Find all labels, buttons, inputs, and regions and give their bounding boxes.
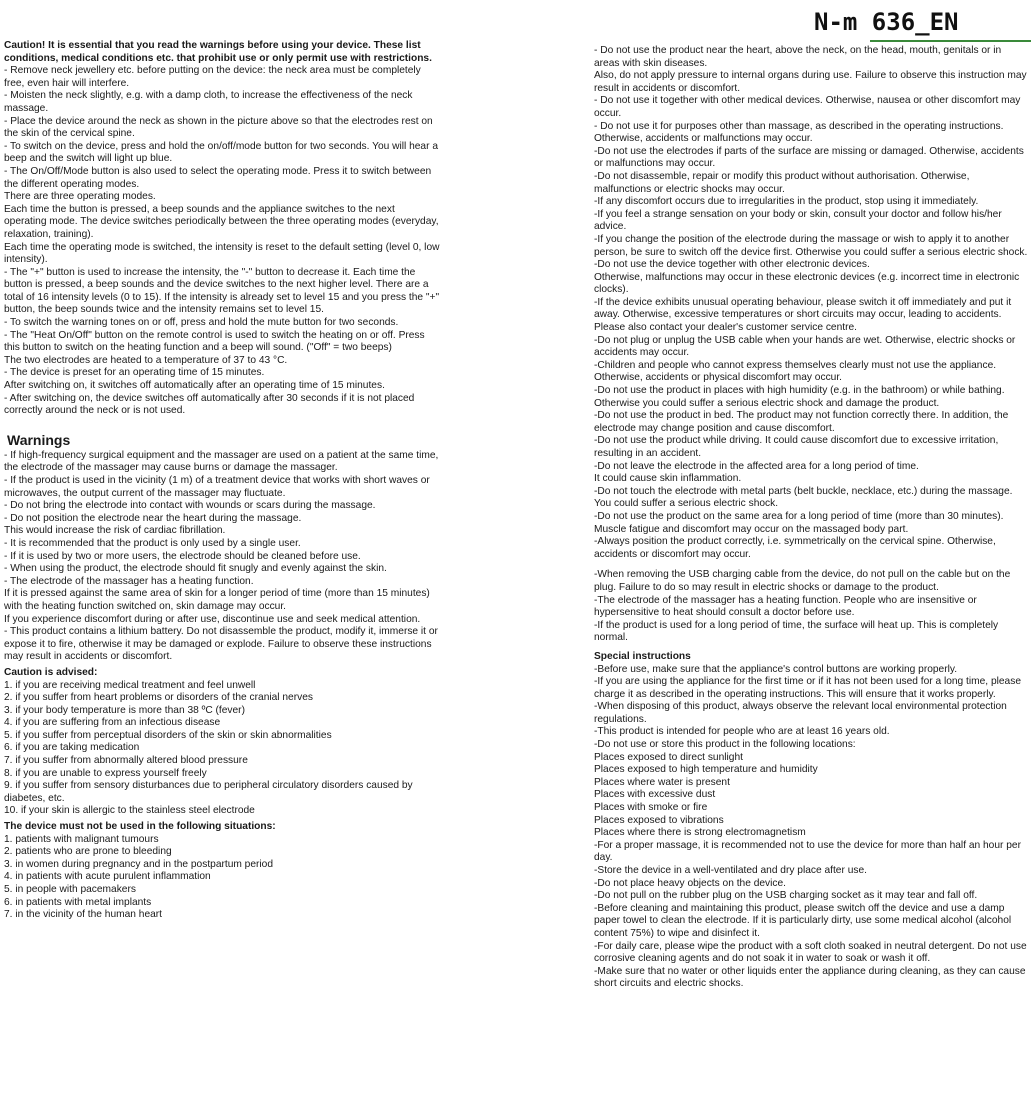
caution-advised-heading: Caution is advised: — [4, 666, 98, 678]
caution-advised-list — [4, 680, 440, 819]
usage-instruction-item: Each time the operating mode is switched, the intensity is reset to the default setting (level 0, low intensity). — [4, 241, 440, 266]
special-instruction-item: Places where there is strong electromagnetism — [594, 827, 806, 839]
usb-note-item: -The electrode of the massager has a heating function. People who are insensitive or hypersensitive to heat should consult a doctor before use. — [594, 594, 977, 619]
caution-advised-item: 6. if you are taking medication — [4, 742, 140, 754]
usage-instructions — [4, 65, 440, 418]
warning-item: - Do not position the electrode near the heart during the massage. — [4, 512, 302, 524]
caution-advised-item: 2. if you suffer from heart problems or disorders of the cranial nerves — [4, 692, 313, 704]
warning-item: This would increase the risk of cardiac fibrillation. — [4, 525, 226, 537]
warning-item: -Do not use the product in places with high humidity (e.g. in the bathroom) or while bathing. Otherwise you could suffer a serious electric shock and damage the product. — [594, 385, 1005, 409]
warning-item: -Do not use the device together with other electronic devices. — [594, 259, 870, 271]
special-instruction-item: -Do not place heavy objects on the device. — [594, 877, 786, 889]
usage-instruction-item: - The device is preset for an operating time of 15 minutes. — [4, 367, 265, 379]
warnings-heading: Warnings — [7, 431, 71, 448]
warning-item: - The electrode of the massager has a heating function. — [4, 575, 254, 587]
right-column — [594, 45, 1028, 991]
caution-advised-item: 8. if you are unable to express yourself freely — [4, 767, 207, 779]
warning-item: -Do not use the product on the same area for a long period of time (more than 30 minutes). Muscle fatigue and discomfort may occur on the massaged body part. — [594, 510, 1004, 535]
special-instruction-item: -Make sure that no water or other liquids enter the appliance during cleaning, as they can cause short circuits and electric shocks. — [594, 965, 1026, 990]
must-not-heading: The device must not be used in the following situations: — [4, 821, 276, 833]
must-not-item: 1. patients with malignant tumours — [4, 833, 159, 845]
warning-item: -Do not use the electrodes if parts of the surface are missing or damaged. Otherwise, accidents or malfunctions may occur. — [594, 145, 1024, 170]
header-underline — [870, 40, 1031, 42]
must-not-list — [4, 834, 440, 922]
usage-instruction-item: - After switching on, the device switches off automatically after 30 seconds if it is not placed correctly around the neck or is not used. — [4, 392, 415, 417]
warning-item: -Always position the product correctly, i.e. symmetrically on the cervical spine. Otherwise, accidents or discomfort may occur. — [594, 536, 996, 560]
must-not-item: 6. in patients with metal implants — [4, 896, 152, 908]
caution-advised-item: 7. if you suffer from abnormally altered blood pressure — [4, 755, 248, 767]
warning-item: - Do not use it for purposes other than massage, as described in the operating instructions. Otherwise, accidents or malfunctions may occur. — [594, 120, 1004, 145]
usb-notes-list — [594, 569, 1028, 645]
usage-instruction-item: Each time the button is pressed, a beep sounds and the appliance switches to the next operating mode. The device switches periodically between the three operating modes (everyday, relaxation, training). — [4, 203, 439, 240]
usage-instruction-item: - Remove neck jewellery etc. before putting on the device: the neck area must be completely free, even hair will interfere. — [4, 65, 421, 89]
special-instruction-item: Places exposed to high temperature and humidity — [594, 764, 818, 776]
special-instruction-item: -Before cleaning and maintaining this product, please switch off the device and use a damp paper towel to clean the electrode. If it is particularly dirty, use some medical alcohol (alcohol content 75%) to wipe and disinfect it. — [594, 902, 1012, 939]
special-instruction-item: -If you are using the appliance for the first time or if it has not been used for a long time, please charge it as described in the operating instructions. This will ensure that it works properly. — [594, 676, 1021, 700]
warning-item: -Do not leave the electrode in the affected area for a long period of time. — [594, 460, 919, 472]
caution-advised-item: 5. if you suffer from perceptual disorders of the skin or skin abnormalities — [4, 729, 332, 741]
warnings-list — [4, 450, 440, 664]
usage-instruction-item: The two electrodes are heated to a temperature of 37 to 43 °C. — [4, 354, 288, 366]
usage-instruction-item: - Moisten the neck slightly, e.g. with a damp cloth, to increase the effectiveness of the neck massage. — [4, 90, 413, 114]
warning-item: -Do not disassemble, repair or modify this product without authorisation. Otherwise, malfunctions or electric shocks may occur. — [594, 170, 970, 195]
warning-item: -If the device exhibits unusual operating behaviour, please switch it off immediately and put it away. Otherwise, excessive temperatures or short circuits may occur, leading to accidents. Please also contact your dealer's customer service centre. — [594, 296, 1012, 334]
caution-advised-item: 1. if you are receiving medical treatment and feel unwell — [4, 679, 256, 691]
warnings-continued-list — [594, 45, 1028, 561]
warning-item: Otherwise, malfunctions may occur in these electronic devices (e.g. incorrect time in electronic clocks). — [594, 271, 1020, 296]
must-not-item: 5. in people with pacemakers — [4, 884, 136, 895]
warning-item: -If any discomfort occurs due to irregularities in the product, stop using it immediately. — [594, 196, 979, 208]
must-not-item: 3. in women during pregnancy and in the postpartum period — [4, 858, 274, 870]
usage-instruction-item: - The "+" button is used to increase the intensity, the "-" button to decrease it. Each time the button is pressed, a beep sounds and the device switches to the next higher level. There are a total of 16 intensity levels (0 to 15). If the intensity is already set to level 15 and you press the "+" button, the beep sounds twice and the intensity remains set to level 15. — [4, 266, 440, 316]
special-instruction-item: -For a proper massage, it is recommended not to use the device for more than half an hour per day. — [594, 839, 1021, 864]
usage-instruction-item: - Place the device around the neck as shown in the picture above so that the electrodes rest on the skin of the cervical spine. — [4, 115, 433, 140]
caution-advised-item: 3. if your body temperature is more than 38 ºC (fever) — [4, 704, 245, 716]
warning-item: If it is pressed against the same area of skin for a longer period of time (more than 15 minutes) with the heating function switched on, skin damage may occur. — [4, 588, 430, 612]
document-code: N-m 636_EN — [814, 8, 959, 36]
must-not-item: 7. in the vicinity of the human heart — [4, 909, 162, 921]
special-instruction-item: -Store the device in a well-ventilated and dry place after use. — [594, 865, 867, 876]
warning-item: - It is recommended that the product is only used by a single user. — [4, 537, 301, 549]
warning-item: - If the product is used in the vicinity (1 m) of a treatment device that works with short waves or microwaves, the output current of the massager may fluctuate. — [4, 475, 430, 499]
special-instruction-item: Places where water is present — [594, 776, 730, 788]
warning-item: Also, do not apply pressure to internal organs during use. Failure to observe this instruction may result in accidents or discomfort. — [594, 70, 1027, 94]
left-column — [4, 40, 440, 922]
usage-instruction-item: After switching on, it switches off automatically after an operating time of 15 minutes. — [4, 380, 385, 392]
special-instruction-item: Places exposed to direct sunlight — [594, 751, 743, 763]
warning-item: - Do not bring the electrode into contact with wounds or scars during the massage. — [4, 500, 376, 512]
warning-item: - When using the product, the electrode should fit snugly and evenly against the skin. — [4, 563, 387, 575]
special-instruction-item: Places with excessive dust — [594, 789, 716, 801]
usb-note-item: -When removing the USB charging cable from the device, do not pull on the cable but on the plug. Failure to do so may result in electric shocks or damage to the product. — [594, 569, 1011, 593]
special-instruction-item: -Do not pull on the rubber plug on the USB charging socket as it may tear and fall off. — [594, 890, 978, 902]
special-instruction-item: Places exposed to vibrations — [594, 814, 724, 826]
warning-item: - Do not use the product near the heart, above the neck, on the head, mouth, genitals or in areas with skin diseases. — [594, 45, 1002, 69]
warning-item: It could cause skin inflammation. — [594, 473, 742, 485]
warning-item: -Do not use the product in bed. The product may not function correctly there. In addition, the electrode may change position and cause discomfort. — [594, 410, 1009, 434]
caution-advised-item: 4. if you are suffering from an infectious disease — [4, 717, 221, 729]
special-instructions-list — [594, 664, 1028, 991]
warning-item: -Children and people who cannot express themselves clearly must not use the appliance. Otherwise, accidents or physical discomfort may occur. — [594, 359, 997, 384]
caution-intro: Caution! It is essential that you read the warnings before using your device. These list conditions, medical conditions etc. that prohibit use or only permit use with restrictions. — [4, 40, 432, 64]
must-not-item: 2. patients who are prone to bleeding — [4, 846, 172, 858]
special-instructions-heading: Special instructions — [594, 650, 691, 662]
caution-advised-item: 10. if your skin is allergic to the stainless steel electrode — [4, 805, 255, 817]
warning-item: -Do not plug or unplug the USB cable when your hands are wet. Otherwise, electric shocks or accidents may occur. — [594, 334, 1016, 359]
warning-item: -Do not touch the electrode with metal parts (belt buckle, necklace, etc.) during the massage. You could suffer a serious electric shock. — [594, 485, 1013, 510]
usage-instruction-item: - The "Heat On/Off" button on the remote control is used to switch the heating on or off. Press this button to switch on the heating function and a beep will sound. ("Off" = two beeps) — [4, 329, 425, 354]
special-instruction-item: -When disposing of this product, always observe the relevant local environmental protection regulations. — [594, 701, 1007, 725]
warning-item: - This product contains a lithium battery. Do not disassemble the product, modify it, immerse it or expose it to fire, otherwise it may be damaged or explode. Failure to observe these instructions may result in accidents or discomfort. — [4, 626, 438, 663]
warning-item: - If it is used by two or more users, the electrode should be cleaned before use. — [4, 550, 361, 562]
usage-instruction-item: - To switch on the device, press and hold the on/off/mode button for two seconds. You will hear a beep and the switch will light up blue. — [4, 140, 438, 165]
warning-item: -Do not use the product while driving. It could cause discomfort due to excessive irritation, resulting in an accident. — [594, 435, 999, 459]
warning-item: - If high-frequency surgical equipment and the massager are used on a patient at the same time, the electrode of the massager may cause burns or damage the massager. — [4, 449, 439, 474]
warning-item: -If you feel a strange sensation on your body or skin, consult your doctor and follow his/her advice. — [594, 208, 1002, 233]
special-instruction-item: -Before use, make sure that the appliance's control buttons are working properly. — [594, 663, 958, 675]
usage-instruction-item: - To switch the warning tones on or off, press and hold the mute button for two seconds. — [4, 317, 399, 329]
special-instruction-item: -For daily care, please wipe the product with a soft cloth soaked in neutral detergent. Do not use corrosive cleaning agents and do not soak it in water to soak or wash it off. — [594, 940, 1027, 965]
usage-instruction-item: There are three operating modes. — [4, 191, 156, 203]
warning-item: -If you change the position of the electrode during the massage or wish to apply it to another person, be sure to switch off the device first. Otherwise you could suffer a serious electric shock. — [594, 233, 1028, 258]
usage-instruction-item: - The On/Off/Mode button is also used to select the operating mode. Press it to switch between the different operating modes. — [4, 165, 432, 190]
caution-advised-item: 9. if you suffer from sensory disturbances due to peripheral circulatory disorders caused by diabetes, etc. — [4, 780, 413, 804]
warning-item: If you experience discomfort during or after use, discontinue use and seek medical attention. — [4, 613, 421, 625]
warning-item: - Do not use it together with other medical devices. Otherwise, nausea or other discomfort may occur. — [594, 95, 1021, 119]
special-instruction-item: -Do not use or store this product in the following locations: — [594, 739, 856, 751]
must-not-item: 4. in patients with acute purulent inflammation — [4, 871, 211, 883]
special-instruction-item: -This product is intended for people who are at least 16 years old. — [594, 726, 890, 738]
special-instruction-item: Places with smoke or fire — [594, 802, 708, 814]
usb-note-item: -If the product is used for a long period of time, the surface will heat up. This is completely normal. — [594, 619, 999, 644]
